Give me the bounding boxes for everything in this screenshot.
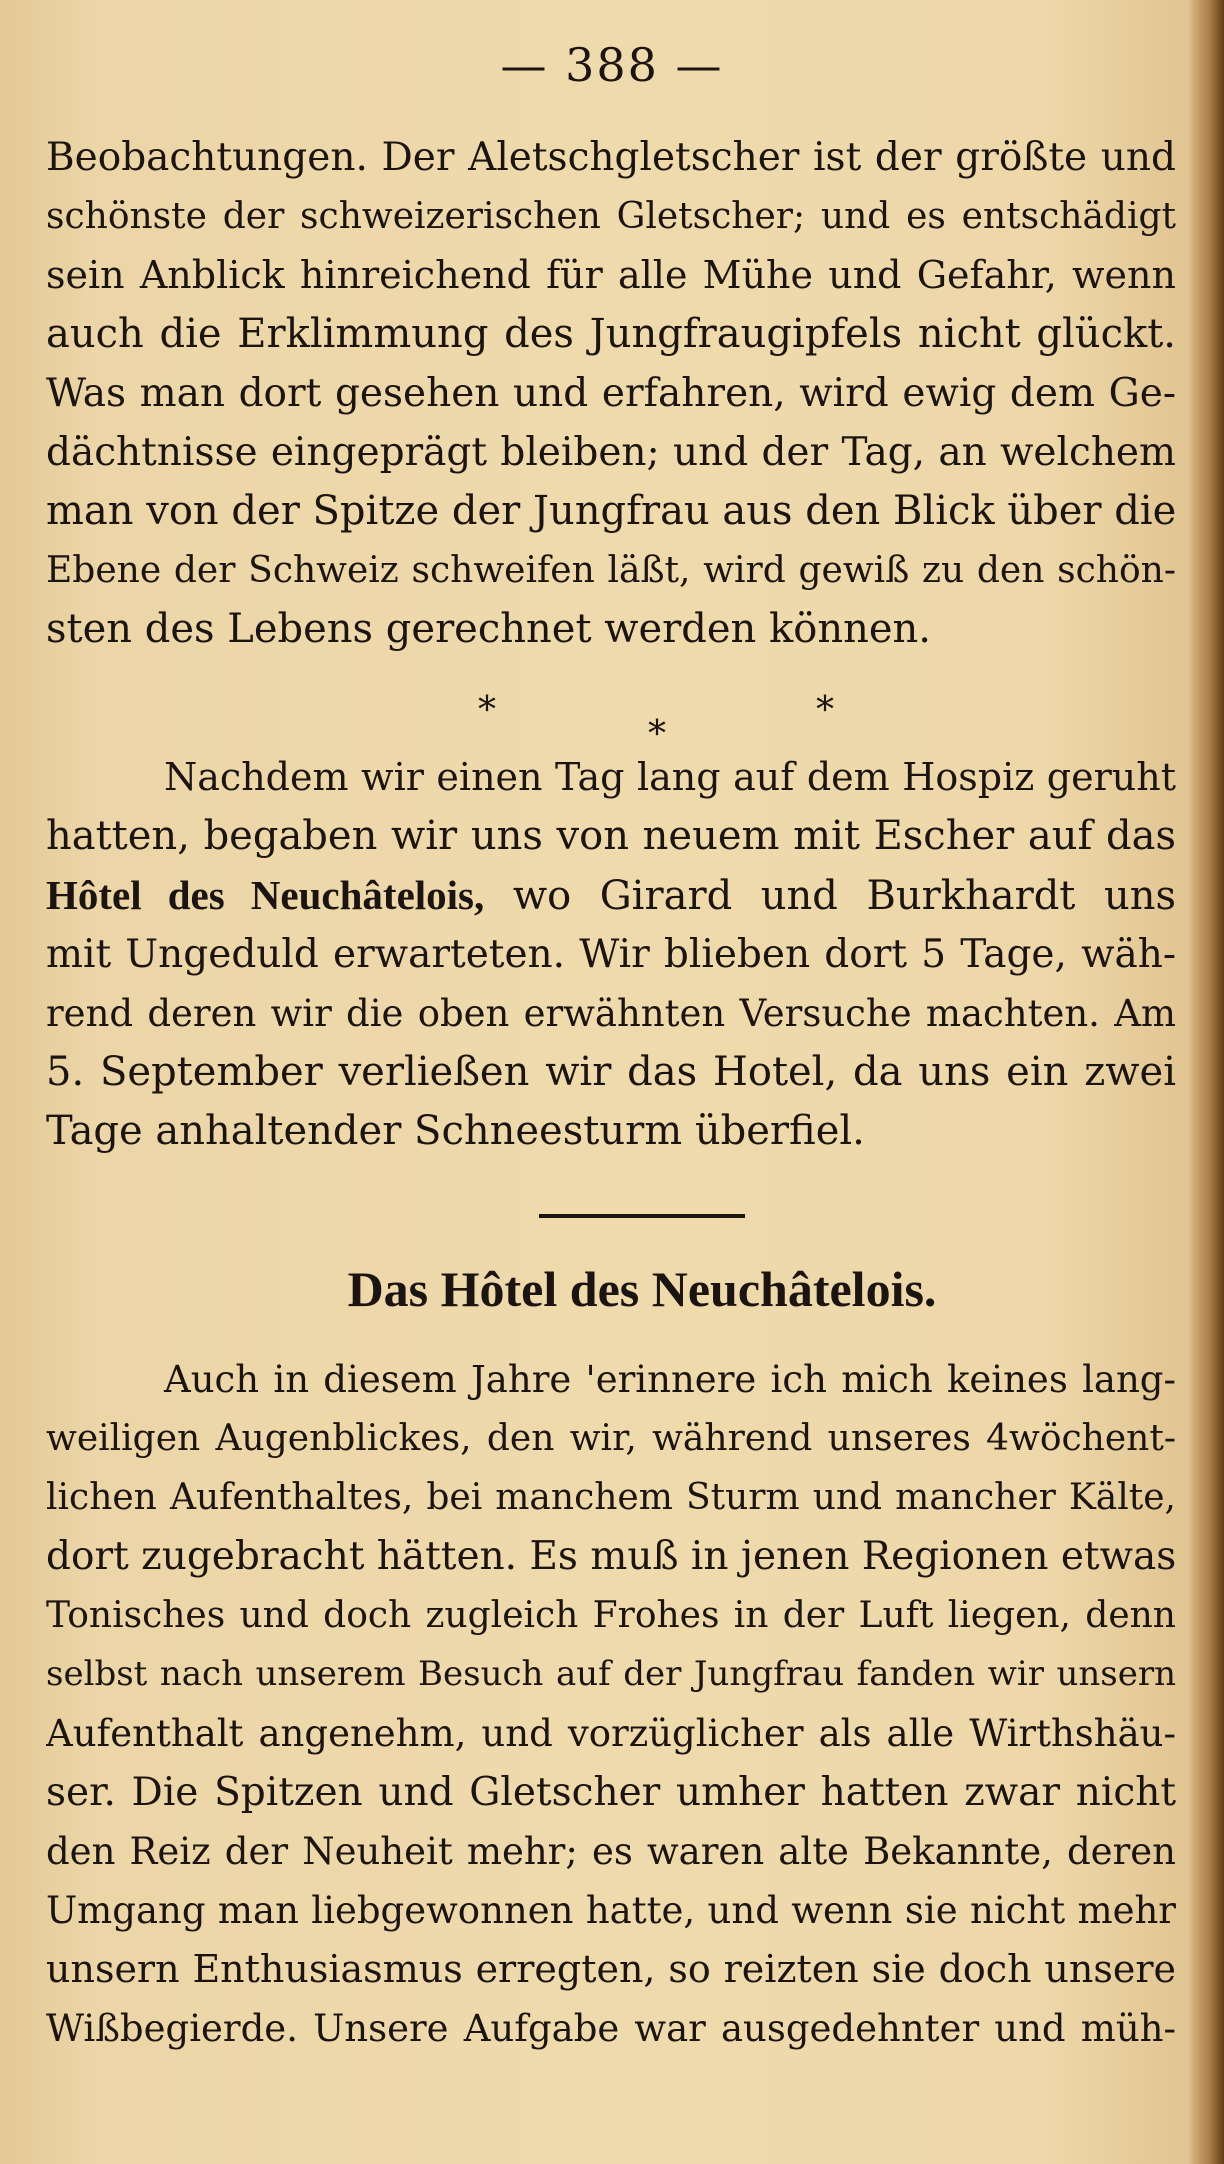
text-line: ser. Die Spitzen und Gletscher umher hatten zwar nicht [46, 1770, 1176, 1815]
section-heading [0, 1256, 1224, 1322]
text-line: Ebene der Schweiz schweifen läßt, wird gewiß zu den schön- [46, 550, 1176, 591]
text-line: Wißbegierde. Unsere Aufgabe war ausgedehnter und müh- [46, 2007, 1176, 2050]
text-line: Nachdem wir einen Tag lang auf dem Hospiz geruht [164, 755, 1176, 799]
text-line: unsern Enthusiasmus erregten, so reizten sie doch unsere [46, 1947, 1176, 1991]
paragraph-2 [46, 748, 1176, 1161]
text-line: Was man dort gesehen und erfahren, wird ewig dem Ge- [46, 371, 1176, 416]
text-line: auch die Erklimmung des Jungfraugipfels nicht glückt. [46, 311, 1176, 357]
text-line: dort zugebracht hätten. Es muß in jenen Regionen etwas [46, 1534, 1176, 1579]
text-line-latin [46, 866, 1176, 925]
text-line: 5. September verließen wir das Hotel, da uns ein zwei [46, 1049, 1176, 1095]
text-line: lichen Aufenthaltes, bei manchem Sturm und mancher Kälte, [46, 1477, 1176, 1518]
paragraph-1 [46, 128, 1176, 659]
text-line: mit Ungeduld erwarteten. Wir blieben dort 5 Tage, wäh- [46, 932, 1176, 977]
text-line: sten des Lebens gerechnet werden können. [46, 606, 932, 652]
text-line: den Reiz der Neuheit mehr; es waren alte Bekannte, deren [46, 1830, 1176, 1873]
asterisk: * [816, 690, 834, 731]
text-line: sein Anblick hinreichend für alle Mühe und Gefahr, wenn [46, 253, 1176, 297]
text-line: Beobachtungen. Der Aletschgletscher ist der größte und [46, 135, 1176, 180]
page-number: — 388 — [500, 38, 724, 92]
asterisk: * [648, 714, 666, 755]
text-line: dächtnisse eingeprägt bleiben; und der Tag, an welchem [46, 430, 1176, 475]
text-line: Auch in diesem Jahre 'erinnere ich mich keines lang- [164, 1358, 1176, 1401]
text-line: hatten, begaben wir uns von neuem mit Escher auf das [46, 813, 1176, 859]
asterisk: * [478, 690, 496, 731]
text-line: man von der Spitze der Jungfrau aus den Blick über die [46, 488, 1176, 534]
text-span: wo Girard und Burkhardt uns [484, 873, 1176, 919]
text-line: selbst nach unserem Besuch auf der Jungfrau fanden wir unsern [46, 1654, 1176, 1694]
text-line: Umgang man liebgewonnen hatte, und wenn sie nicht mehr [46, 1889, 1176, 1932]
heading-latin: Hôtel des Neuchâtelois. [440, 1261, 937, 1317]
latin-type-span: Hôtel des Neuchâtelois, [46, 872, 485, 918]
text-line: Tage anhaltender Schneesturm überfiel. [46, 1108, 865, 1154]
section-divider [539, 1214, 745, 1218]
paragraph-3 [46, 1350, 1176, 2058]
text-line: schönste der schweizerischen Gletscher; und es entschädigt [46, 196, 1176, 237]
text-line: Tonisches und doch zugleich Frohes in der Luft liegen, denn [46, 1595, 1176, 1636]
text-line: rend deren wir die oben erwähnten Versuche machten. Am [46, 992, 1176, 1035]
text-line: Aufenthalt angenehm, und vorzüglicher als alle Wirthshäu- [46, 1712, 1176, 1755]
heading-prefix: Das [347, 1261, 429, 1317]
text-line: weiligen Augenblickes, den wir, während unseres 4wöchent- [46, 1418, 1176, 1459]
page-edge-shadow [1188, 0, 1224, 2164]
